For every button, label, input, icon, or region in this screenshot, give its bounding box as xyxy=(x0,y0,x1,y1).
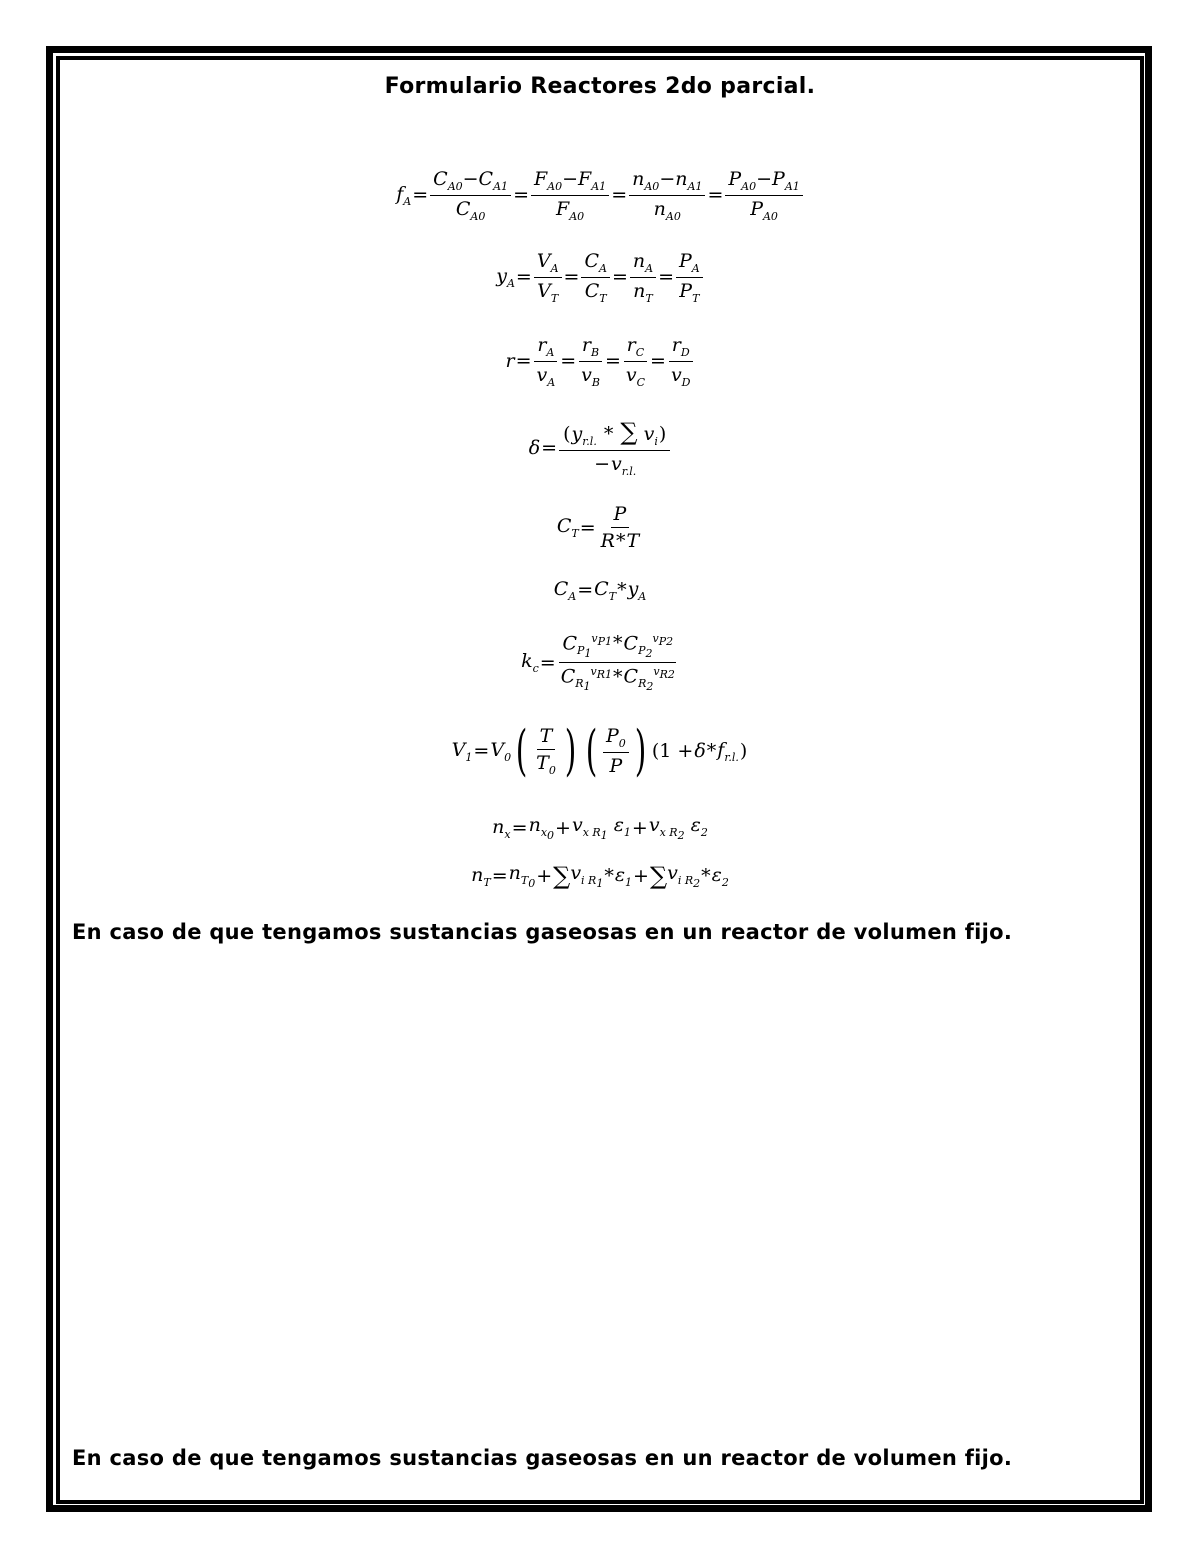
equation-rate: r = $\frac{r_A}{v_A}$ = $\frac{r_B}{v_B}$ = $\frac{r_C}{v_C}$ = $\frac{r_D}{v_D}$ xyxy=(0,334,1200,389)
note-gaseous-fixed-volume-1: En caso de que tengamos sustancias gaseosas en un reactor de volumen fijo. xyxy=(72,920,1013,944)
equation-moles-total: $n_T$ = $n_{T_0}$ + ∑ $v_{i R_1}$ * $\varepsilon_1$ + ∑ $v_{i R_2}$ * $\varepsilon_2$ xyxy=(471,862,729,890)
equation-moles-x: $n_x$ = $n_{x_0}$ + $v_{x R_1}$ $\varepsilon_1$ + $v_{x R_2}$ $\varepsilon_2$ xyxy=(492,814,708,842)
equation-kc: $k_c$ = $\frac{C_{P_1}^{v_{P1}}*C_{P_2}^{v_{P2}}}{C_{R_1}^{v_{R1}}*C_{R_2}^{v_{R2}}}$ xyxy=(521,632,675,694)
equation-delta: δ = $\frac{(y_{r.l.} * \sum v_i)}{-v_{r.l.}}$ xyxy=(0,418,1200,478)
equation-total-concentration: $C_T$ = $\frac{P}{R*T}$ xyxy=(556,503,640,552)
equation-volume: $V_1$ = $V_0$ ( $\frac{T}{T_0}$ ) ( $\frac{P_0}{P}$ ) (1 + δ * $f_{r.l.}$ ) xyxy=(451,719,748,782)
equation-concentration-a: $C_A$ = $C_T$ * $y_A$ xyxy=(553,578,647,603)
document-title: Formulario Reactores 2do parcial. xyxy=(384,74,816,99)
equation-conversion: $f_A$ = $\frac{C_{A0}-C_{A1}}{C_{A0}}$ = $\frac{F_{A0}-F_{A1}}{F_{A0}}$ = $\frac{n_{A0}-n_{A1}}{n_{A0}}$ = $\frac{P_{A0}-P_{A1}}{P_{A0}}$ xyxy=(0,168,1200,223)
note-gaseous-fixed-volume-2: En caso de que tengamos sustancias gaseosas en un reactor de volumen fijo. xyxy=(72,1446,1013,1470)
equation-mole-fraction: $y_A$ = $\frac{V_A}{V_T}$ = $\frac{C_A}{C_T}$ = $\frac{n_A}{n_T}$ = $\frac{P_A}{P_T}$ xyxy=(0,250,1200,305)
